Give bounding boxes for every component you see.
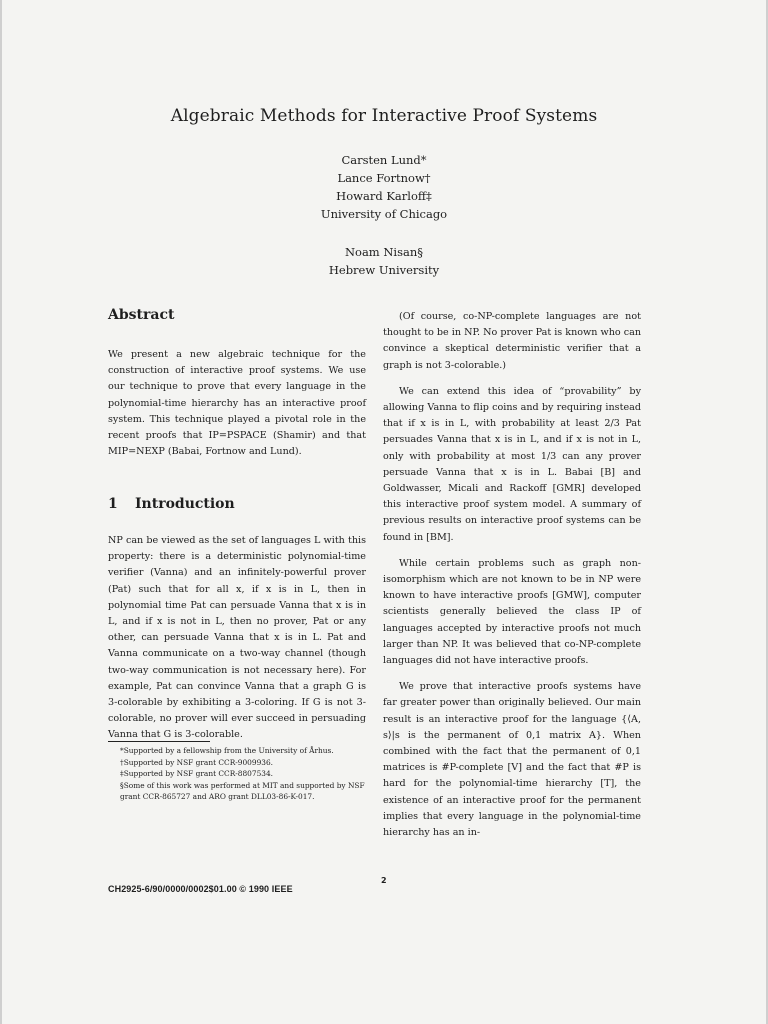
- introduction-heading: [108, 496, 235, 512]
- abstract-body: [108, 347, 366, 470]
- author-nisan: Noam Nisan§: [344, 245, 424, 259]
- introduction-body: [108, 533, 366, 754]
- affiliation-chicago: University of Chicago: [320, 207, 448, 221]
- author-karloff: Howard Karloff‡: [336, 189, 432, 203]
- footnote-4: §Some of this work was performed at MIT and supported by NSF grant CCR-865727 and ARO grant DLL03-86-K-017.: [120, 780, 365, 801]
- footnotes: [108, 745, 370, 803]
- right-column: [383, 309, 641, 851]
- author-fortnow: Lance Fortnow†: [337, 171, 431, 185]
- author-block-hebrew: [0, 243, 768, 279]
- paragraph-conp: (Of course, co-NP-complete languages are not thought to be in NP. No prover Pat is known who can convince a skeptical deterministic verifier that a graph is not 3-colorable.): [383, 311, 641, 371]
- paragraph-main-result: We prove that interactive proofs systems have far greater power than originally believed. Our main result is an interactive proof for the language {⟨A, s⟩|s is the permanent of 0,1 matrix A}. When combined with the fact that the permanent of 0,1 matrices is #P-complete [V] and the fact that #P is hard for the polynomial-time hierarchy [T], the existence of an interactive proof for the permanent implies that every language in the polynomial-time hierarchy has an in-: [383, 681, 641, 839]
- page-number: 2: [381, 876, 387, 885]
- abstract-paragraph: We present a new algebraic technique for the construction of interactive proof systems. We use our technique to prove that every language in the polynomial-time hierarchy has an interactive proof system. This technique played a pivotal role in the recent proofs that IP=PSPACE (Shamir) and that MIP=NEXP (Babai, Fortnow and Lund).: [108, 349, 366, 458]
- section-number: 1: [108, 496, 118, 512]
- paper-title: Algebraic Methods for Interactive Proof Systems: [170, 106, 598, 126]
- introduction-paragraph: NP can be viewed as the set of languages L with this property: there is a deterministic polynomial-time verifier (Vanna) and an infinitely-powerful prover (Pat) such that for all x, if x is in L, then in polynomial time Pat can persuade Vanna that x is in L, and if x is not in L, then no prover, Pat or any other, can persuade Vanna that x is in L. Pat and Vanna communicate on a two-way channel (though two-way communication is not necessary here). For example, Pat can convince Vanna that a graph G is 3-colorable by exhibiting a 3-coloring. If G is not 3-colorable, no prover will ever succeed in persuading Vanna that G is 3-colorable.: [108, 535, 366, 741]
- author-lund: Carsten Lund*: [341, 153, 427, 167]
- affiliation-hebrew: Hebrew University: [328, 263, 440, 277]
- footnote-1: *Supported by a fellowship from the University of Århus.: [120, 746, 334, 755]
- section-title: Introduction: [135, 496, 235, 512]
- footnote-3: ‡Supported by NSF grant CCR-8807534.: [120, 769, 274, 778]
- paragraph-provability: We can extend this idea of “provability” by allowing Vanna to flip coins and by requiring instead that if x is in L, with probability at least 2/3 Pat persuades Vanna that x is in L, and if x is not in L, only with probability at most 1/3 can any prover persuade Vanna that x is in L. Babai [B] and Goldwasser, Micali and Rackoff [GMR] developed this interactive proof system model. A summary of previous results on interactive proof systems can be found in [BM].: [383, 385, 641, 543]
- paragraph-graph-nonisomorphism: While certain problems such as graph non-isomorphism which are not known to be in NP were known to have interactive proofs [GMW], computer scientists generally believed the class IP of languages accepted by interactive proofs not much larger than NP. It was believed that co-NP-complete languages did not have interactive proofs.: [383, 557, 641, 667]
- copyright-line: CH2925-6/90/0000/0002$01.00 © 1990 IEEE: [108, 884, 293, 894]
- footnote-rule: [108, 741, 210, 742]
- footnote-2: †Supported by NSF grant CCR-9009936.: [120, 757, 274, 767]
- author-block-chicago: [0, 151, 768, 223]
- abstract-heading: Abstract: [108, 307, 175, 323]
